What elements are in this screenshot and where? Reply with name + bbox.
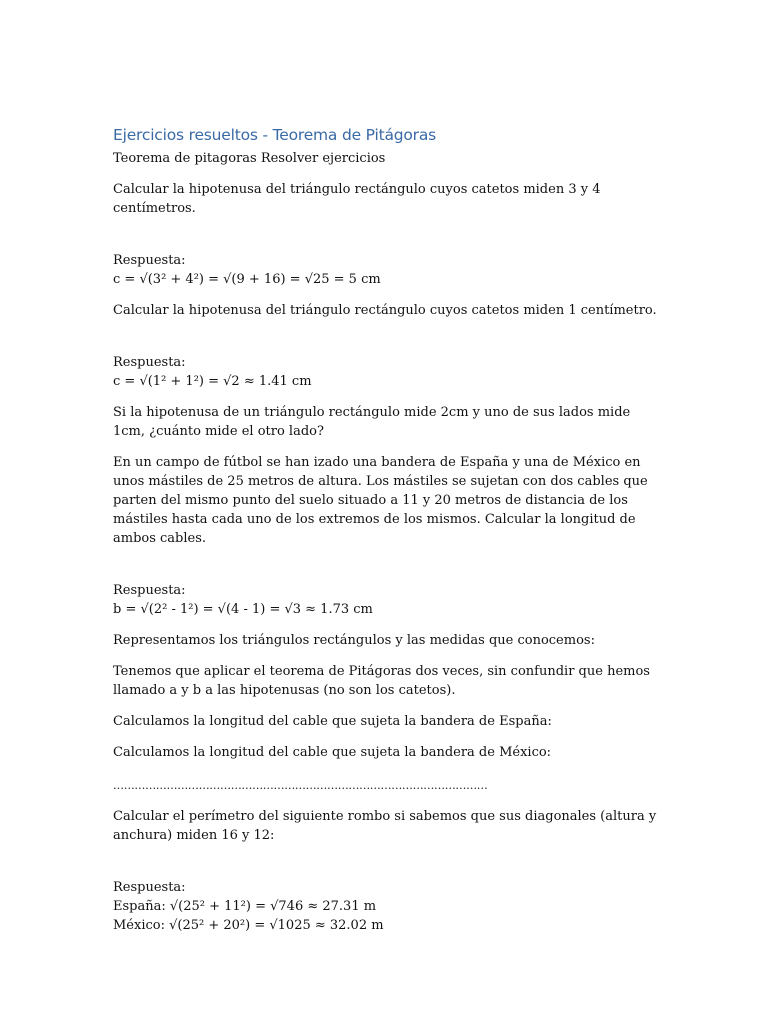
answer-label: Respuesta:	[113, 880, 186, 895]
answer-formula-mexico: México: √(25² + 20²) = √1025 ≈ 32.02 m	[113, 918, 384, 933]
answer-formula: c = √(3² + 4²) = √(9 + 16) = √25 = 5 cm	[113, 272, 381, 287]
document-body	[113, 124, 658, 935]
answer-formula-spain: España: √(25² + 11²) = √746 ≈ 27.31 m	[113, 899, 377, 914]
answer-1	[113, 251, 658, 289]
answer-4	[113, 878, 658, 935]
answer-2	[113, 353, 658, 391]
exercise-2: Calcular la hipotenusa del triángulo rectángulo cuyos catetos miden 1 centímetro.	[113, 303, 657, 318]
answer-3	[113, 581, 658, 619]
answer-label: Respuesta:	[113, 253, 186, 268]
document-title: Ejercicios resueltos - Teorema de Pitágoras	[113, 126, 437, 144]
explanation-3: Calculamos la longitud del cable que sujeta la bandera de España:	[113, 714, 552, 729]
answer-formula: b = √(2² - 1²) = √(4 - 1) = √3 ≈ 1.73 cm	[113, 602, 373, 617]
document-subtitle: Teorema de pitagoras Resolver ejercicios	[113, 151, 386, 166]
explanation-1: Representamos los triángulos rectángulos y las medidas que conocemos:	[113, 633, 595, 648]
exercise-1: Calcular la hipotenusa del triángulo rectángulo cuyos catetos miden 3 y 4 centímetros.	[113, 182, 601, 216]
explanation-2: Tenemos que aplicar el teorema de Pitágoras dos veces, sin confundir que hemos llamado a y b a las hipotenusas (no son los catetos).	[113, 664, 650, 698]
answer-label: Respuesta:	[113, 355, 186, 370]
exercise-4: En un campo de fútbol se han izado una bandera de España y una de México en unos mástiles de 25 metros de altura. Los mástiles se sujetan con dos cables que parten del mismo punto del suelo situado a 11 y 20 metros de distancia de los mástiles hasta cada uno de los extremos de los mismos. Calcular la longitud de ambos cables.	[113, 455, 648, 546]
exercise-3: Si la hipotenusa de un triángulo rectángulo mide 2cm y uno de sus lados mide 1cm, ¿cuánto mide el otro lado?	[113, 405, 631, 439]
exercise-5: Calcular el perímetro del siguiente rombo si sabemos que sus diagonales (altura y anchura) miden 16 y 12:	[113, 809, 657, 843]
explanation-4: Calculamos la longitud del cable que sujeta la bandera de México:	[113, 745, 552, 760]
answer-formula: c = √(1² + 1²) = √2 ≈ 1.41 cm	[113, 374, 312, 389]
answer-label: Respuesta:	[113, 583, 186, 598]
dotted-separator: ……………………………………………………………………………………………	[113, 779, 488, 792]
